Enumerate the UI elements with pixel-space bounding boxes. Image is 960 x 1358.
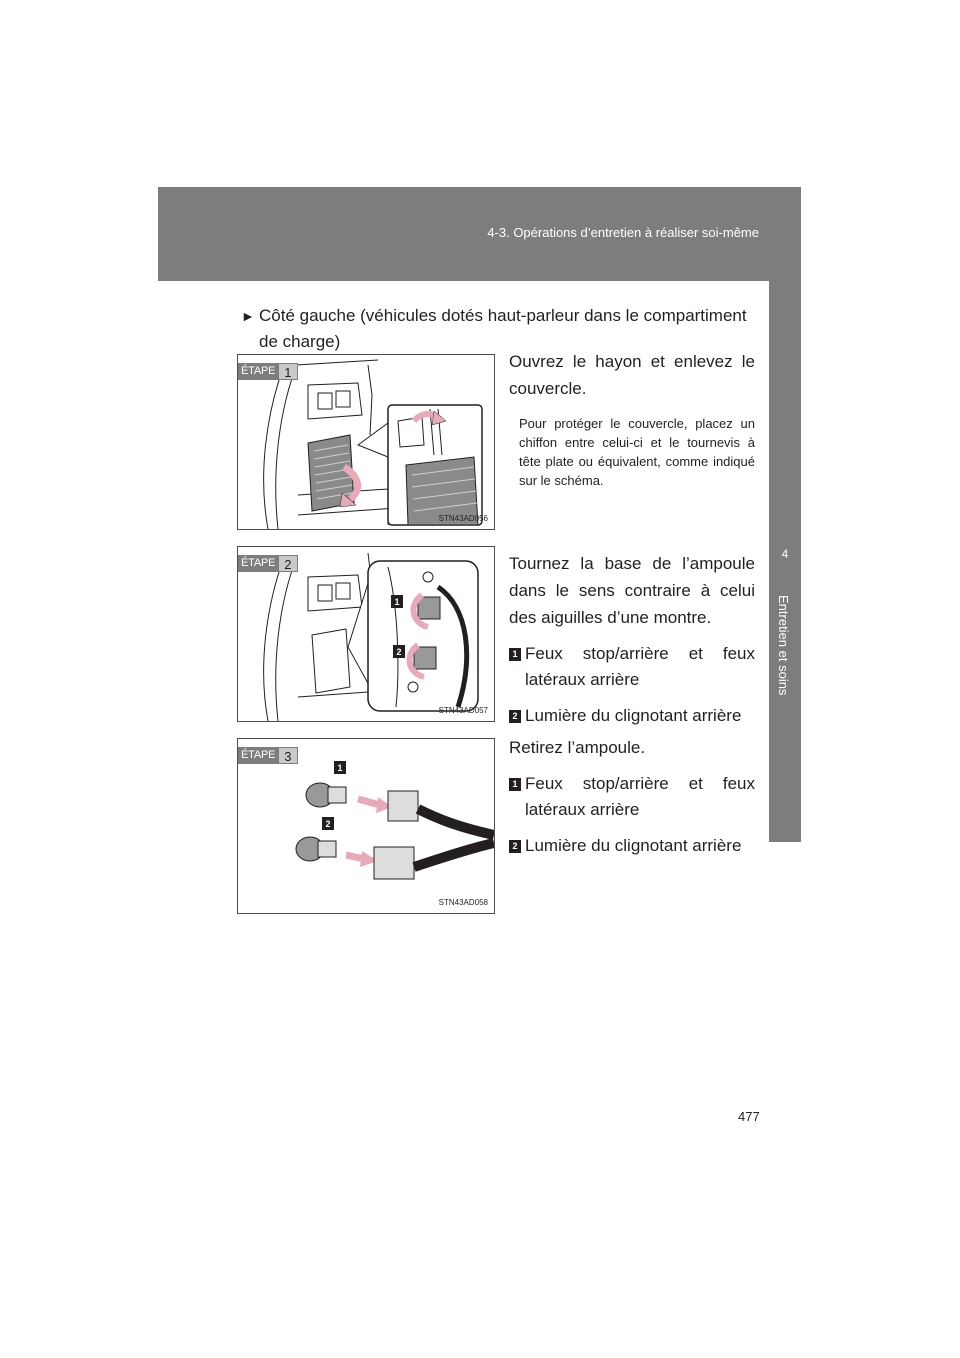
step-2-callout-1: 1 Feux stop/arrière et feux latéraux arrière bbox=[509, 641, 755, 693]
callout-badge-2: 2 bbox=[509, 840, 521, 853]
bulb-socket-illustration bbox=[238, 547, 494, 721]
step-1-figure bbox=[237, 354, 495, 530]
callout-badge-2: 2 bbox=[509, 710, 521, 723]
step-2-callout-2: 2 Lumière du clignotant arrière bbox=[509, 703, 755, 729]
page-number: 477 bbox=[738, 1109, 760, 1124]
step-2-text bbox=[509, 550, 755, 729]
callout-badge-1: 1 bbox=[509, 778, 521, 791]
section-title: 4-3. Opérations d’entretien à réaliser soi-même bbox=[487, 225, 759, 240]
step-3-callout-2: 2 Lumière du clignotant arrière bbox=[509, 833, 755, 859]
detail-inset bbox=[368, 561, 478, 711]
step-3-instruction: Retirez l’ampoule. bbox=[509, 738, 646, 757]
step-1-badge: ÉTAPE 1 bbox=[238, 363, 298, 380]
callout-badge-1: 1 bbox=[509, 648, 521, 661]
step-3-badge: ÉTAPE 3 bbox=[238, 747, 298, 764]
step-1-text bbox=[509, 348, 755, 490]
step-1-note: Pour protéger le couvercle, placez un chiffon entre celui-ci et le tournevis à tête plate ou équivalent, comme indiqué sur le schéma. bbox=[519, 416, 755, 488]
svg-text:2: 2 bbox=[325, 819, 331, 829]
svg-text:1: 1 bbox=[394, 597, 400, 607]
bulb-1-graphic bbox=[306, 783, 494, 835]
step-1-instruction: Ouvrez le hayon et enlevez le couvercle. bbox=[509, 352, 755, 398]
step-2-figure bbox=[237, 546, 495, 722]
intro-line-1: Côté gauche (véhicules dotés haut-parleur dans le compartiment bbox=[259, 306, 747, 325]
figure-code: STN43AD057 bbox=[438, 706, 488, 715]
svg-text:2: 2 bbox=[396, 647, 402, 657]
step-2-badge: ÉTAPE 2 bbox=[238, 555, 298, 572]
intro-line-2: de charge) bbox=[259, 332, 341, 351]
chapter-side-tab bbox=[769, 281, 801, 842]
step-3-callout-1: 1 Feux stop/arrière et feux latéraux arrière bbox=[509, 771, 755, 823]
chapter-number: 4 bbox=[781, 547, 789, 561]
step-2-instruction: Tournez la base de l’ampoule dans le sens contraire à celui des aiguilles d’une montre. bbox=[509, 554, 755, 627]
svg-text:1: 1 bbox=[337, 763, 343, 773]
step-3-figure bbox=[237, 738, 495, 914]
step-3-text bbox=[509, 734, 755, 859]
figure-code: STN43AD056 bbox=[438, 514, 488, 523]
bulb-removal-illustration bbox=[238, 739, 494, 913]
header-band bbox=[158, 187, 801, 281]
chapter-label: Entretien et soins bbox=[776, 595, 791, 696]
cargo-cover-illustration bbox=[238, 355, 494, 529]
detail-inset bbox=[358, 405, 482, 525]
figure-code: STN43AD058 bbox=[438, 898, 488, 907]
triangle-arrow-icon: ► bbox=[241, 308, 255, 324]
bulb-2-graphic bbox=[296, 837, 494, 879]
